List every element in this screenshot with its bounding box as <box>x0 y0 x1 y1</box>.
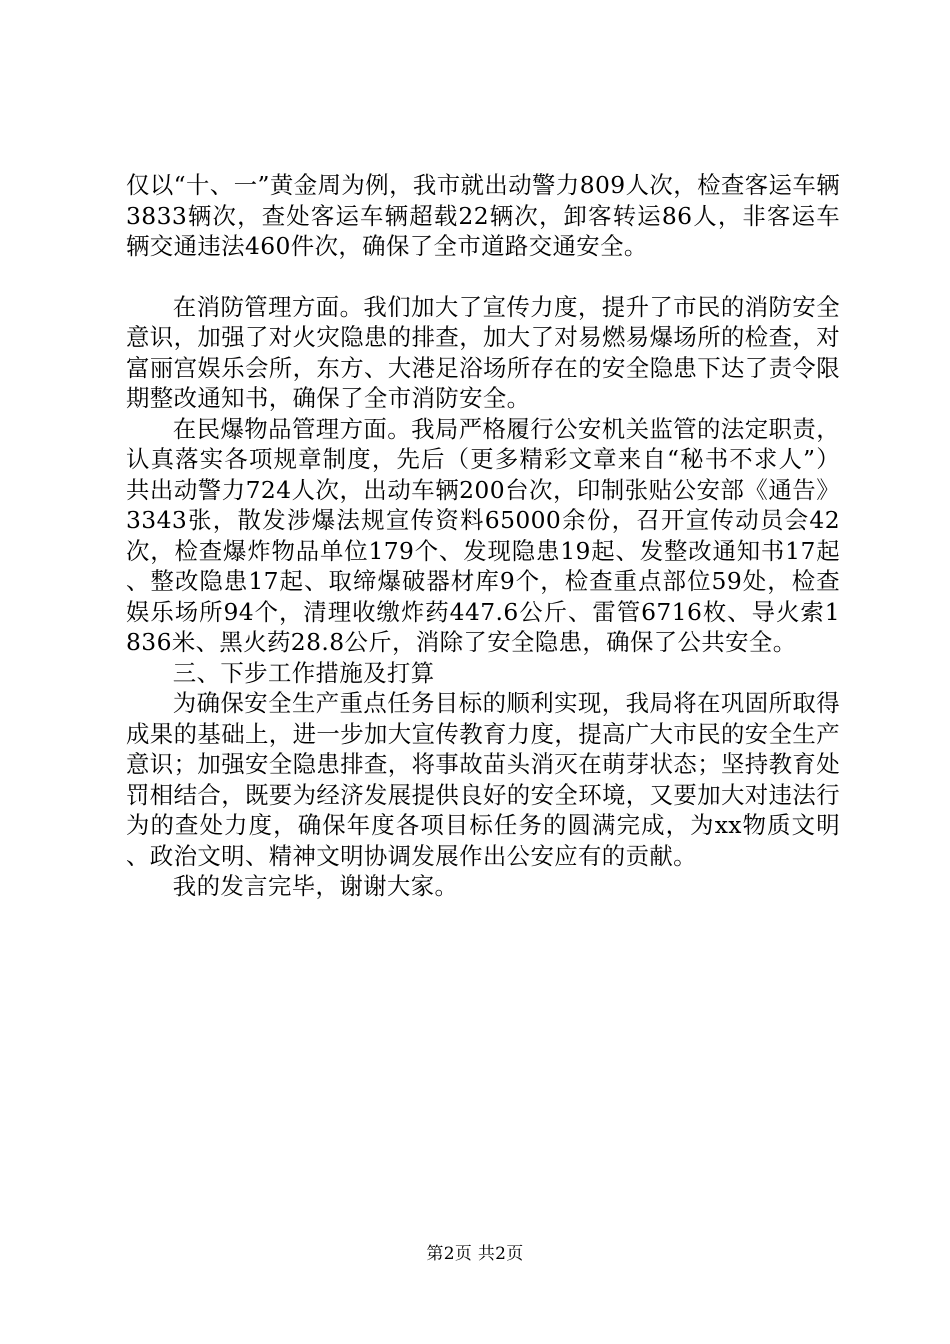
document-body <box>126 170 840 902</box>
page-footer: 第2页 共2页 <box>426 1244 524 1264</box>
paragraph-closing: 我的发言完毕，谢谢大家。 <box>172 872 459 900</box>
paragraph-fire-safety: 在消防管理方面。我们加大了宣传力度，提升了市民的消防安全意识，加强了对火灾隐患的排查，加大了对易燃易爆场所的检查，对富丽宫娱乐会所，东方、大港足浴场所存在的安全隐患下达了责令限期整改通知书，确保了全市消防安全。 <box>126 292 840 412</box>
paragraph-explosives-management: 在民爆物品管理方面。我局严格履行公安机关监管的法定职责，认真落实各项规章制度，先后（更多精彩文章来自“秘书不求人”）共出动警力724人次，出动车辆200台次，印制张贴公安部《通告》3343张，散发涉爆法规宣传资料65000余份，召开宣传动员会42次，检查爆炸物品单位179个、发现隐患19起、发整改通知书17起、整改隐患17起、取缔爆破器材库9个，检查重点部位59处，检查娱乐场所94个，清理收缴炸药447.6公斤、雷管6716枚、导火索1836米、黑火药28.8公斤，消除了安全隐患，确保了公共安全。 <box>126 414 840 656</box>
section-heading-next-steps: 三、下步工作措施及打算 <box>172 658 435 687</box>
paragraph-next-steps: 为确保安全生产重点任务目标的顺利实现，我局将在巩固所取得成果的基础上，进一步加大宣传教育力度，提高广大市民的安全生产意识；加强安全隐患排查，将事故苗头消灭在萌芽状态；坚持教育处罚相结合，既要为经济发展提供良好的安全环境，又要加大对违法行为的查处力度，确保年度各项目标任务的圆满完成，为xx物质文明、政治文明、精神文明协调发展作出公安应有的贡献。 <box>126 689 840 870</box>
paragraph-traffic-safety: 仅以“十、一”黄金周为例，我市就出动警力809人次，检查客运车辆3833辆次，查处客运车辆超载22辆次，卸客转运86人，非客运车辆交通违法460件次，确保了全市道路交通安全。 <box>126 171 840 260</box>
